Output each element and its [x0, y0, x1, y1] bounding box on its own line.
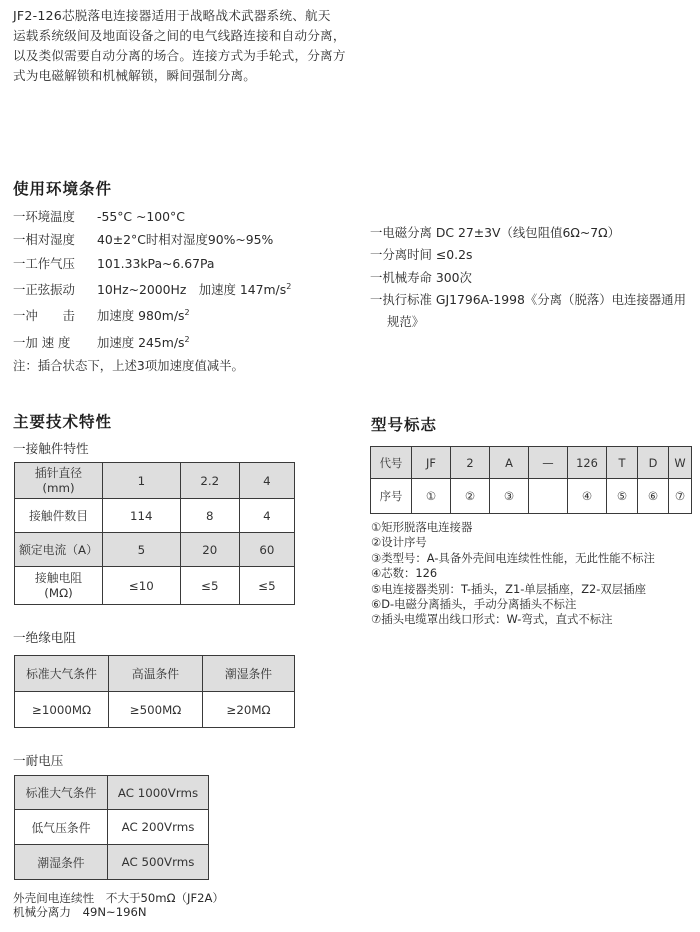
table-cell: ⑦: [669, 479, 692, 514]
env-key: 一工作气压: [13, 255, 75, 271]
table-cell: ⑤: [607, 479, 638, 514]
env-left-list: [13, 205, 291, 377]
intro-paragraph: [13, 6, 383, 86]
table-cell: 60: [239, 533, 294, 567]
model-note: ③类型号：A-具备外壳间电连续性性能，无此性能不标注: [371, 550, 655, 565]
table-cell: 接触电阻 (MΩ): [15, 567, 103, 605]
table-cell: 接触件数目: [15, 499, 103, 533]
table-cell: 代号: [371, 447, 412, 479]
intro-line: JF2-126芯脱落电连接器适用于战略战术武器系统、航天: [13, 8, 331, 23]
env-item: 一机械寿命 300次: [370, 269, 472, 285]
table-cell: D: [638, 447, 669, 479]
intro-line: 以及类似需要自动分离的场合。连接方式为手轮式，分离方: [13, 48, 346, 63]
env-key: 一冲 击: [13, 308, 75, 324]
env-item: 一执行标准 GJ1796A-1998《分离（脱落）电连接器通用规范》: [370, 291, 686, 330]
table-cell: 2: [451, 447, 490, 479]
superscript: 2: [184, 308, 190, 318]
table-cell: 潮湿条件: [203, 656, 295, 692]
env-key: 一正弦振动: [13, 282, 75, 298]
table-cell: ②: [451, 479, 490, 514]
table-cell: 标准大气条件: [15, 776, 108, 810]
table-cell: 低气压条件: [15, 810, 108, 845]
table-cell: W: [669, 447, 692, 479]
model-note: ②设计序号: [371, 535, 427, 550]
model-table: [370, 446, 692, 514]
table-cell: ≤5: [180, 567, 239, 605]
table-cell: ③: [490, 479, 529, 514]
env-item: [13, 328, 291, 354]
table-cell: AC 500Vrms: [108, 845, 209, 880]
env-key: 一相对湿度: [13, 232, 75, 248]
table-cell: ④: [568, 479, 607, 514]
superscript: 2: [184, 334, 190, 344]
env-item: [13, 228, 291, 251]
table-cell: A: [490, 447, 529, 479]
contact-table: [14, 462, 295, 605]
contact-label: 一接触件特性: [13, 441, 89, 456]
table-cell: ≥1000MΩ: [15, 692, 109, 728]
table-cell: [529, 479, 568, 514]
model-heading: 型号标志: [371, 416, 438, 434]
model-note: ④芯数：126: [371, 566, 438, 581]
env-item: 一分离时间 ≤0.2s: [370, 247, 473, 263]
table-cell: 插针直径 (mm): [15, 463, 103, 499]
env-value: 10Hz~2000Hz 加速度 147m/s: [97, 282, 287, 298]
env-item: [13, 275, 291, 301]
table-cell: ⑥: [638, 479, 669, 514]
env-key: 一加 速 度: [13, 334, 71, 350]
table-cell: ①: [412, 479, 451, 514]
footer-line: 外壳间电连续性 不大于50mΩ（JF2A）: [13, 891, 225, 905]
env-item: [13, 252, 291, 275]
table-cell: ≥20MΩ: [203, 692, 295, 728]
table-cell: 114: [103, 499, 181, 533]
tech-footer: [13, 891, 224, 919]
env-heading: 使用环境条件: [13, 180, 113, 198]
table-cell: 标准大气条件: [15, 656, 109, 692]
table-cell: 1: [103, 463, 181, 499]
model-note: ⑤电连接器类别：T-插头，Z1-单层插座，Z2-双层插座: [371, 581, 646, 596]
table-cell: 20: [180, 533, 239, 567]
intro-line: 运载系统级间及地面设备之间的电气线路连接和自动分离，: [13, 28, 346, 43]
model-note: ①矩形脱落电连接器: [371, 520, 473, 534]
table-cell: 高温条件: [109, 656, 203, 692]
env-key: 一环境温度: [13, 209, 75, 224]
table-cell: —: [529, 447, 568, 479]
voltage-label: 一耐电压: [13, 753, 64, 768]
table-cell: 4: [239, 499, 294, 533]
table-cell: 序号: [371, 479, 412, 514]
env-value: -55°C ~100°C: [97, 209, 185, 224]
env-value: 101.33kPa~6.67Pa: [97, 255, 215, 271]
model-note: ⑥D-电磁分离插头，手动分离插头不标注: [371, 597, 577, 612]
env-item: 一电磁分离 DC 27±3V（线包阻值6Ω~7Ω）: [370, 225, 620, 240]
insulation-table: [14, 655, 295, 728]
table-cell: 4: [239, 463, 294, 499]
table-cell: JF: [412, 447, 451, 479]
table-cell: AC 200Vrms: [108, 810, 209, 845]
env-item: [13, 301, 291, 327]
env-value: 加速度 980m/s: [97, 308, 185, 324]
env-item: [13, 205, 291, 228]
env-note: 注：插合状态下，上述3项加速度值减半。: [13, 358, 244, 374]
table-cell: 潮湿条件: [15, 845, 108, 880]
table-cell: 126: [568, 447, 607, 479]
table-cell: 5: [103, 533, 181, 567]
table-cell: 8: [180, 499, 239, 533]
insulation-label: 一绝缘电阻: [13, 630, 76, 645]
intro-line: 式为电磁解锁和机械解锁，瞬间强制分离。: [13, 68, 257, 83]
table-cell: ≥500MΩ: [109, 692, 203, 728]
env-value: 40±2°C时相对湿度90%~95%: [97, 232, 274, 248]
table-cell: 额定电流（A）: [15, 533, 103, 567]
table-cell: ≤10: [103, 567, 181, 605]
tech-heading: 主要技术特性: [13, 413, 113, 431]
model-note: ⑦插头电缆罩出线口形式：W-弯式，直式不标注: [371, 612, 613, 627]
superscript: 2: [286, 281, 292, 291]
table-cell: AC 1000Vrms: [108, 776, 209, 810]
footer-line: 机械分离力 49N~196N: [13, 905, 147, 919]
table-cell: ≤5: [239, 567, 294, 605]
model-notes: [371, 520, 655, 628]
table-cell: 2.2: [180, 463, 239, 499]
env-right-list: [370, 222, 692, 333]
voltage-table: [14, 775, 209, 880]
env-value: 加速度 245m/s: [97, 334, 185, 350]
table-cell: T: [607, 447, 638, 479]
